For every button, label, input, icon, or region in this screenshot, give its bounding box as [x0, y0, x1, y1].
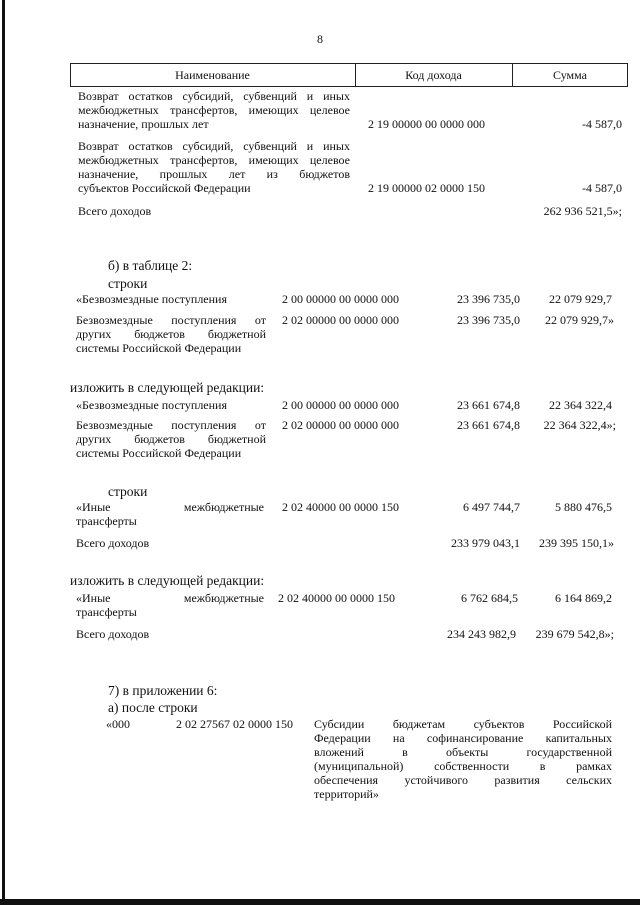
- sec-b2-lines-label: строки: [108, 484, 148, 499]
- sec-b2-row-name-line: «Иные межбюджетные: [76, 500, 264, 514]
- sec-b-new-row-1-v2: 22 364 322,4: [549, 398, 612, 412]
- scan-left-edge: [2, 0, 5, 905]
- sec-b-row-2-name-line: Безвозмездные поступления от: [76, 313, 266, 327]
- sec-b2-total-v1: 233 979 043,1: [451, 536, 520, 550]
- sec7-row-col1: «000: [106, 717, 130, 731]
- sec7-row-desc-line: обеспечения устойчивого развития сельских: [314, 773, 612, 787]
- sec-b-row-1-code: 2 00 00000 00 0000 000: [282, 292, 399, 306]
- table1-row-2-sum: -4 587,0: [582, 181, 622, 195]
- scan-bottom-edge: [0, 899, 640, 905]
- sec-b-row-2-name-line: системы Российской Федерации: [76, 341, 242, 355]
- sec7-row-code: 2 02 27567 02 0000 150: [176, 717, 293, 731]
- table1-row-2-name-line: межбюджетных трансфертов, имеющих целевое: [78, 153, 350, 167]
- sec-b2-new-row-v2: 6 164 869,2: [555, 591, 612, 605]
- sec-b2-new-row-name-line: «Иные межбюджетные: [76, 591, 264, 605]
- sec-b-row-2-v2: 22 079 929,7»: [545, 313, 614, 327]
- sec-b2-new-row-name-line: трансферты: [76, 605, 137, 619]
- sec-b-new-row-2-name: [76, 418, 266, 460]
- sec-b-row-1-v1: 23 396 735,0: [457, 292, 520, 306]
- sec-b-replace-label: изложить в следующей редакции:: [70, 380, 265, 395]
- sec-b2-new-row-v1: 6 762 684,5: [461, 591, 518, 605]
- table1-header-code: Код дохода: [405, 68, 462, 82]
- sec-b-row-1-v2: 22 079 929,7: [549, 292, 612, 306]
- sec-b-row-2-v1: 23 396 735,0: [457, 313, 520, 327]
- sec-b2-total-v2: 239 395 150,1»: [539, 536, 614, 550]
- table1-row-2-name-line: назначение, прошлых лет из бюджетов: [78, 167, 350, 181]
- sec-b2-row-name: [76, 500, 264, 528]
- sec7-heading: 7) в приложении 6:: [108, 683, 218, 698]
- table1-total-label: Всего доходов: [78, 204, 152, 218]
- sec7-row-desc-line: территорий»: [314, 787, 379, 801]
- sec-b2-replace-label: изложить в следующей редакции:: [70, 573, 265, 588]
- sec-b-new-row-2-name-line: системы Российской Федерации: [76, 446, 242, 460]
- table1-row-1-name-line: межбюджетных трансфертов, имеющих целевое: [78, 103, 350, 117]
- sec-b-new-row-2-code: 2 02 00000 00 0000 000: [282, 418, 399, 432]
- sec-b-row-1-name: «Безвозмездные поступления: [76, 292, 227, 306]
- sec7-sub: а) после строки: [108, 700, 198, 715]
- sec7-row-desc-line: Субсидии бюджетам субъектов Российской: [314, 717, 612, 731]
- table1-row-1-code: 2 19 00000 00 0000 000: [368, 117, 485, 131]
- sec-b2-new-row-code: 2 02 40000 00 0000 150: [278, 591, 395, 605]
- table1-total-value: 262 936 521,5»;: [543, 204, 622, 218]
- sec-b2-row-code: 2 02 40000 00 0000 150: [282, 500, 399, 514]
- sec7-row-desc-line: Федерации на софинансирование капитальных: [314, 731, 612, 745]
- sec-b-row-2-name: [76, 313, 266, 355]
- table1-row-2-code: 2 19 00000 02 0000 150: [368, 181, 485, 195]
- table1-row-2-name-line: Возврат остатков субсидий, субвенций и иных: [78, 139, 350, 153]
- sec-b2-new-total-label: Всего доходов: [76, 627, 150, 641]
- sec-b-new-row-2-v2: 22 364 322,4»;: [543, 418, 616, 432]
- page-number: 8: [317, 32, 323, 46]
- sec-b-new-row-2-name-line: Безвозмездные поступления от: [76, 418, 266, 432]
- sec7-row-desc-line: вложений в объекты государственной: [314, 745, 612, 759]
- sec-b2-new-total-v1: 234 243 982,9: [447, 627, 516, 641]
- sec-b-new-row-1-v1: 23 661 674,8: [457, 398, 520, 412]
- sec-b-new-row-1-name: «Безвозмездные поступления: [76, 398, 227, 412]
- sec-b2-total-label: Всего доходов: [76, 536, 150, 550]
- sec-b-row-2-code: 2 02 00000 00 0000 000: [282, 313, 399, 327]
- table1-row-1-sum: -4 587,0: [582, 117, 622, 131]
- table1-row-1-name-line: Возврат остатков субсидий, субвенций и иных: [78, 89, 350, 103]
- sec-b2-row-v1: 6 497 744,7: [463, 500, 520, 514]
- section-b-lines-label: строки: [108, 276, 148, 291]
- table1-header-name: Наименование: [175, 68, 250, 82]
- table1-row-2-name: [78, 139, 350, 195]
- sec-b2-row-v2: 5 880 476,5: [555, 500, 612, 514]
- sec-b2-new-total-v2: 239 679 542,8»;: [535, 627, 614, 641]
- table1-row-1-name: [78, 89, 350, 131]
- sec-b2-row-name-line: трансферты: [76, 514, 137, 528]
- sec-b-row-2-name-line: других бюджетов бюджетной: [76, 327, 266, 341]
- sec-b-new-row-2-v1: 23 661 674,8: [457, 418, 520, 432]
- section-b-heading: б) в таблице 2:: [108, 258, 193, 273]
- sec-b2-new-row-name: [76, 591, 264, 619]
- table1-header-sum: Сумма: [553, 68, 587, 82]
- table1-row-1-name-line: назначение, прошлых лет: [78, 117, 209, 131]
- sec7-row-desc-line: (муниципальной) собственности в рамках: [314, 759, 612, 773]
- sec7-row-desc: [314, 717, 612, 801]
- sec-b-new-row-1-code: 2 00 00000 00 0000 000: [282, 398, 399, 412]
- sec-b-new-row-2-name-line: других бюджетов бюджетной: [76, 432, 266, 446]
- table1-row-2-name-line: субъектов Российской Федерации: [78, 181, 251, 195]
